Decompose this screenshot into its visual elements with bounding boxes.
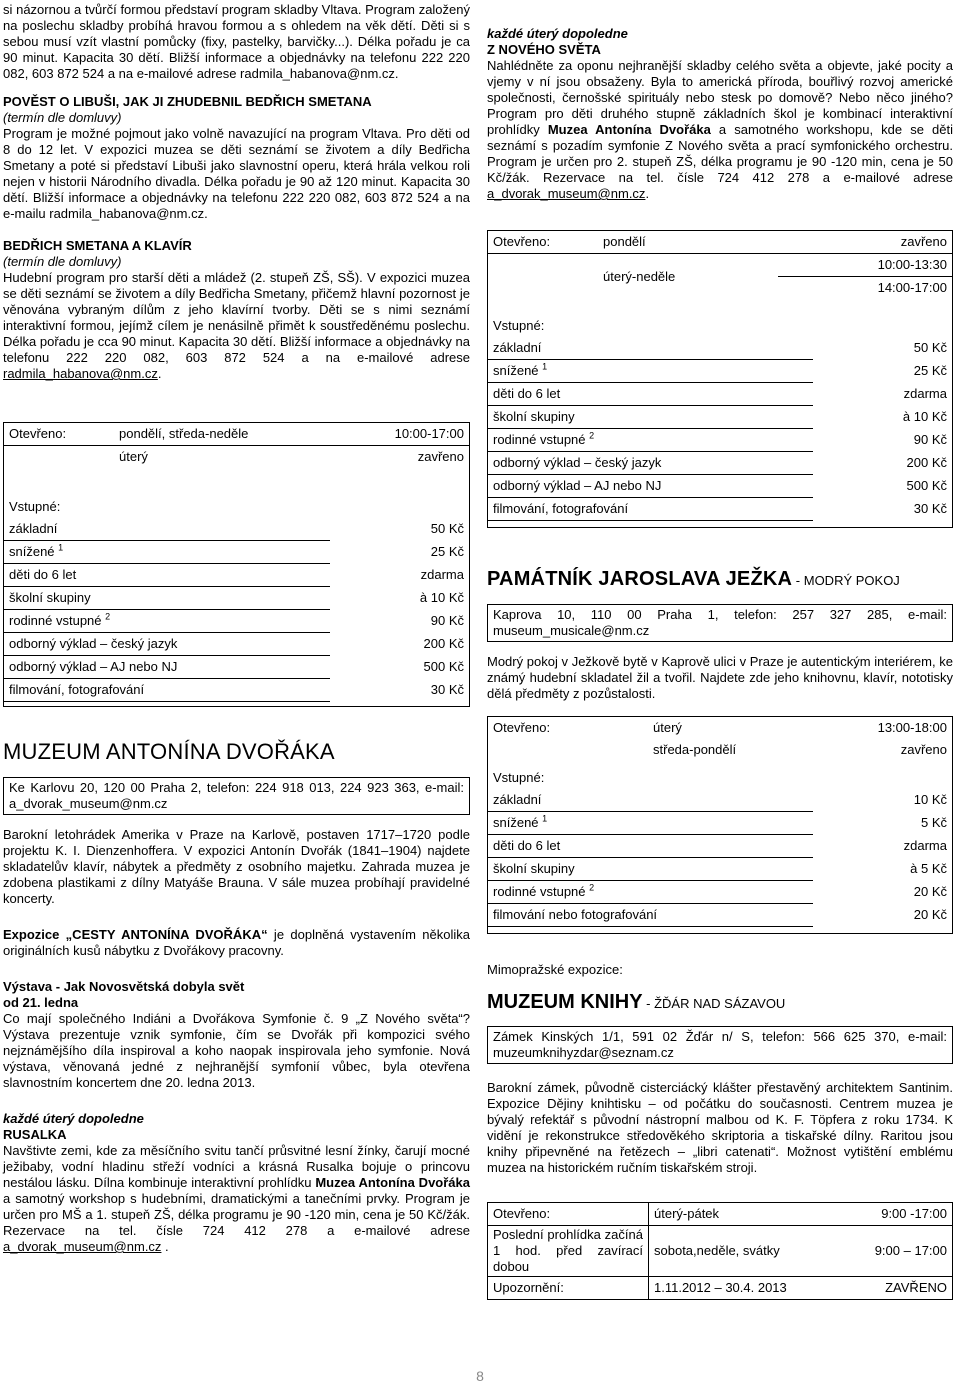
price-label: základní (9, 521, 58, 536)
mimo-label: Mimopražské expozice: (487, 962, 623, 977)
open-days-2: úterý (119, 449, 148, 464)
price-row (4, 564, 469, 587)
price-value: 30 Kč (913, 501, 947, 516)
price-value: 50 Kč (913, 340, 947, 356)
right-column (487, 0, 953, 1300)
notice-dates: 1.11.2012 – 30.4. 2013 (654, 1280, 787, 1295)
jezek-price-table (488, 767, 952, 927)
price-row (488, 812, 952, 835)
price-value: zdarma (420, 567, 464, 582)
nsw-title: Z NOVÉHO SVĚTA (487, 42, 601, 57)
price-row (488, 429, 952, 452)
dvorak-hours-box (487, 230, 953, 528)
price-value: 20 Kč (913, 907, 947, 922)
jezek-address: Kaprova 10, 110 00 Praha 1, telefon: 257 327 285, e-mail: museum_musicale@nm.cz (487, 604, 953, 642)
knihy-address: Zámek Kinských 1/1, 591 02 Žďár n/ S, telefon: 566 625 370, e-mail: muzeumknihyzdar@seznam.cz (487, 1026, 953, 1064)
price-footnote-mark: 2 (105, 611, 111, 622)
admission-label: Vstupné: (9, 499, 61, 514)
price-footnote-mark: 2 (589, 430, 595, 441)
price-value: 200 Kč (906, 455, 947, 470)
price-label: filmování, fotografování (493, 501, 629, 516)
price-row (488, 858, 952, 881)
price-row (488, 337, 952, 360)
price-label: školní skupiny (9, 590, 91, 605)
price-row (488, 360, 952, 383)
price-value: zdarma (903, 838, 947, 853)
program-klavir-term: (termín dle domluvy) (3, 254, 122, 269)
price-value: 25 Kč (913, 363, 947, 378)
price-label: školní skupiny (493, 409, 575, 424)
open-time-2: zavřeno (417, 449, 464, 464)
program-libuse-term: (termín dle domluvy) (3, 110, 122, 125)
price-row (4, 656, 469, 679)
open-label: Otevřeno: (488, 231, 598, 254)
price-label: odborný výklad – český jazyk (493, 455, 662, 470)
price-label: rodinné vstupné (493, 432, 586, 447)
price-value: 90 Kč (430, 613, 464, 628)
expozice-text: Expozice „CESTY ANTONÍNA DVOŘÁKA“ je doplněná vystavením několika originálních kusů nábytku z Dvořákovy pracovny. (3, 927, 470, 958)
price-value: 10 Kč (913, 792, 947, 808)
price-label: odborný výklad – český jazyk (9, 636, 178, 651)
museum-dvorak-address: Ke Karlovu 20, 120 00 Praha 2, telefon: 224 918 013, 224 923 363, e-mail: a_dvorak_museum@nm.cz (3, 777, 470, 815)
price-row (4, 541, 469, 564)
open-days-1: úterý (653, 720, 682, 735)
price-row (4, 587, 469, 610)
price-value: 50 Kč (430, 521, 464, 537)
price-label: snížené (9, 544, 55, 559)
price-value: 500 Kč (423, 659, 464, 674)
program-klavir-title: BEDŘICH SMETANA A KLAVÍR (3, 238, 192, 253)
price-footnote-mark: 1 (58, 542, 64, 553)
program-libuse-text: Program je možné pojmout jako volně navazující na program Vltava. Pro děti od 8 do 12 let. V expozici muzea se děti seznámí se životem a díly Bedřicha Smetany a poté si představí Libuši jako slavnostní operu, která hrála velkou roli nejen v historii Národního divadla. Délka pořadu je 90 až 120 minut. Kapacita 30 dětí. Bližší informace a objednávky na telefonu 222 220 082, 603 872 524 a na e-mailu radmila_habanova@nm.cz. (3, 126, 470, 221)
vystava-date: od 21. ledna (3, 995, 79, 1010)
price-value: 25 Kč (430, 544, 464, 559)
museum-dvorak-desc: Barokní letohrádek Amerika v Praze na Karlově, postaven 1717–1720 podle projektu K. I. Dienzenhoffera. V expozici Antonín Dvořák (1841–1904) najdete skladatelův klavír, nábytek a předměty z osobního majetku. Zahrada muzea je zdobena plastikami z dílny Matyáše Brauna. V sále muzea probíhají pravidelné koncerty. (3, 827, 470, 906)
vystava-text: Co mají společného Indiáni a Dvořákova Symfonie č. 9 „Z Nového světa“? Výstava prezentuje vznik symfonie, čím se Dvořák při kompozici svého nejznámějšího díla inspiroval a koho naopak inspirovala jeho symfonie. Nová výstava, věnovaná jedné z nejhranější symfonií vůbec, byla otevřena slavnostním koncertem dne 20. ledna 2013. (3, 1011, 470, 1090)
price-label: základní (493, 792, 542, 807)
jezek-title: PAMÁTNÍK JAROSLAVA JEŽKA (487, 568, 793, 590)
nsw-text: Nahlédněte za oponu nejhranější skladby celého světa a objevte, jaké pocity a vjemy v ní jsou obsaženy. Byla to americká příroda, bouřlivý rozvoj americké společnosti, černošské spirituály nebo stesk po domově? Nebo něco jiného? Program pro děti druhého stupně základních škol je kombinací interaktivní prohlídky Muzea Antonína Dvořáka a samotného workshopu, kde se děti seznámí s pozadím symfonie Z Nového světa a prací symfonického orchestru. Program je určen pro 2. stupeň ZŠ, délka programu je 90 -120 min, cena je 50 Kč/žák. Rezervace na tel. čísle 724 412 278 a e-mailové adrese a_dvorak_museum@nm.cz. (487, 58, 953, 201)
open-days-1: pondělí (598, 231, 778, 254)
price-label: rodinné vstupné (493, 884, 586, 899)
price-label: rodinné vstupné (9, 613, 102, 628)
vystava-title: Výstava - Jak Novosvětská dobyla svět (3, 979, 245, 994)
price-label: filmování nebo fotografování (493, 907, 658, 922)
open-time-2: zavřeno (900, 742, 947, 757)
jezek-heading: PAMÁTNÍK JAROSLAVA JEŽKA - MODRÝ POKOJ (487, 568, 900, 590)
knihy-hours-box (487, 1202, 953, 1300)
jezek-hours-box (487, 716, 953, 934)
price-row (4, 633, 469, 656)
price-value: 500 Kč (906, 478, 947, 493)
knihy-heading: MUZEUM KNIHY - ŽĎÁR NAD SÁZAVOU (487, 991, 786, 1013)
price-footnote-mark: 2 (589, 882, 595, 893)
notice-closed: ZAVŘENO (885, 1280, 947, 1295)
museum-dvorak-title: MUZEUM ANTONÍNA DVOŘÁKA (3, 739, 335, 764)
last-tour-note: Poslední prohlídka začíná 1 hod. před zavírací dobou (488, 1226, 649, 1277)
price-row (488, 383, 952, 406)
knihy-title: MUZEUM KNIHY (487, 991, 643, 1013)
left-column (3, 0, 470, 1255)
price-row (488, 881, 952, 904)
dvorak-price-table (488, 315, 952, 521)
price-label: základní (493, 340, 542, 355)
open-label: Otevřeno: (488, 1203, 649, 1226)
price-label: děti do 6 let (9, 567, 77, 582)
price-label: děti do 6 let (493, 838, 561, 853)
intro-paragraph: si názornou a tvůrčí formou představí program skladby Vltava. Program založený na poslechu skladby probíhá hravou formou a s ohledem na věk dětí. Děti si s sebou musí vzít vlastní pomůcky (fixy, pastelky, barvičky...). Délka pořadu je ca 90 minut. Kapacita 30 dětí. Bližší informace a objednávky na telefonu 222 220 082, 603 872 524 a na e-mailové adrese radmila_habanova@nm.cz. (3, 2, 470, 81)
open-days-2: sobota,neděle, svátky (649, 1226, 842, 1277)
open-time-2: 9:00 – 17:00 (841, 1226, 952, 1277)
program-libuse-title: POVĚST O LIBUŠI, JAK JI ZHUDEBNIL BEDŘICH SMETANA (3, 94, 372, 109)
rusalka-text: Navštivte zemi, kde za měsíčního svitu tančí průsvitné lesní žínky, čarují mocné ježibaby, vodní hladinu střeží vodníci a krásná Rusalka bojuje o princovu nestálou lásku. Dílna kombinuje interaktivní prohlídku Muzea Antonína Dvořáka a samotný workshop s hudebními, dramatickými a tanečními prvky. Program je určen pro MŠ a 1. stupeň ZŠ, délka programu je 90 -120 min, cena je 50 Kč/žák. Rezervace na tel. čísle 724 412 278 a e-mailové adrese a_dvorak_museum@nm.cz . (3, 1143, 470, 1254)
price-value: 20 Kč (913, 884, 947, 899)
open-time-1: 10:00-17:00 (340, 423, 469, 446)
page-number: 8 (476, 1368, 484, 1384)
price-row (4, 610, 469, 633)
open-time-1: zavřeno (778, 231, 952, 254)
smetana-hours-box (3, 422, 470, 707)
price-value: zdarma (903, 386, 947, 401)
knihy-desc: Barokní zámek, původně cisterciácký klášter přestavěný architektem Santinim. Expozice Dějiny knihtisku – od počátku do současnosti. Centrem muzea je bývalý refektář s původní nástropní malbou od K. F. Töpfera z roku 1734. K vidění je rekonstrukce středověkého skriptoria a tiskařské dílny. Raritou jsou knihy připevněné na řetězech – „libri catenati“. Možnost vytištění emblému muzea na historickém ručním tiskařském stroji. (487, 1080, 953, 1175)
price-value: à 5 Kč (910, 861, 947, 876)
open-days-1: úterý-pátek (649, 1203, 842, 1226)
open-label: Otevřeno: (4, 423, 114, 446)
program-klavir-text: Hudební program pro starší děti a mládež (2. stupeň ZŠ, SŠ). V expozici muzea se děti seznámí se životem a díly Bedřicha Smetany, přičemž hlavní pozornost je věnována vybraným dílům z jeho klavírní tvorby. Děti se s nimi seznámí interaktivní formou, jejímž cílem je nenásilně přimět k soustředěnému poslechu. Délka pořadu je cca 90 minut. Kapacita 30 dětí. Bližší informace a objednávky na telefonu 222 220 082, 603 872 524 a na e-mailové adrese radmila_habanova@nm.cz. (3, 270, 470, 381)
admission-label: Vstupné: (493, 318, 545, 333)
price-value: 30 Kč (430, 682, 464, 697)
price-row (488, 475, 952, 498)
price-value: à 10 Kč (419, 590, 464, 605)
open-days-1: pondělí, středa-neděle (114, 423, 340, 446)
email-link[interactable]: radmila_habanova@nm.cz (3, 366, 158, 381)
price-row (488, 904, 952, 927)
price-row (488, 789, 952, 812)
price-value: 5 Kč (920, 815, 947, 830)
email-link[interactable]: a_dvorak_museum@nm.cz (3, 1239, 162, 1254)
price-row (488, 452, 952, 475)
price-label: filmování, fotografování (9, 682, 145, 697)
smetana-price-table (4, 496, 469, 702)
rusalka-when: každé úterý dopoledne (3, 1111, 144, 1126)
price-label: školní skupiny (493, 861, 575, 876)
nsw-when: každé úterý dopoledne (487, 26, 628, 41)
price-row (4, 518, 469, 541)
open-time-1: 9:00 -17:00 (841, 1203, 952, 1226)
open-time-1: 13:00-18:00 (877, 720, 947, 735)
price-label: snížené (493, 815, 539, 830)
price-value: 200 Kč (423, 636, 464, 651)
admission-label: Vstupné: (493, 770, 545, 785)
notice-label: Upozornění: (488, 1277, 649, 1300)
open-time-2a: 10:00-13:30 (778, 254, 952, 277)
price-label: snížené (493, 363, 539, 378)
price-row (4, 679, 469, 702)
open-label: Otevřeno: (493, 720, 551, 735)
price-value: à 10 Kč (902, 409, 947, 424)
price-row (488, 498, 952, 521)
jezek-desc: Modrý pokoj v Ježkově bytě v Kaprově ulici v Praze je autentickým interiérem, ke známý hudební skladatel žil a tvořil. Najdete zde jeho knihovnu, klavír, nototisky dělá předměty z pozůstalosti. (487, 654, 953, 701)
price-footnote-mark: 1 (542, 361, 548, 372)
open-days-2: úterý-neděle (603, 268, 676, 284)
price-row (488, 406, 952, 429)
rusalka-title: RUSALKA (3, 1127, 67, 1142)
price-label: odborný výklad – AJ nebo NJ (493, 478, 662, 493)
open-days-2: středa-pondělí (653, 742, 737, 757)
email-link[interactable]: a_dvorak_museum@nm.cz (487, 186, 646, 201)
open-time-2b: 14:00-17:00 (877, 280, 947, 295)
price-label: děti do 6 let (493, 386, 561, 401)
price-value: 90 Kč (913, 432, 947, 447)
price-row (488, 835, 952, 858)
price-footnote-mark: 1 (542, 813, 548, 824)
price-label: odborný výklad – AJ nebo NJ (9, 659, 178, 674)
